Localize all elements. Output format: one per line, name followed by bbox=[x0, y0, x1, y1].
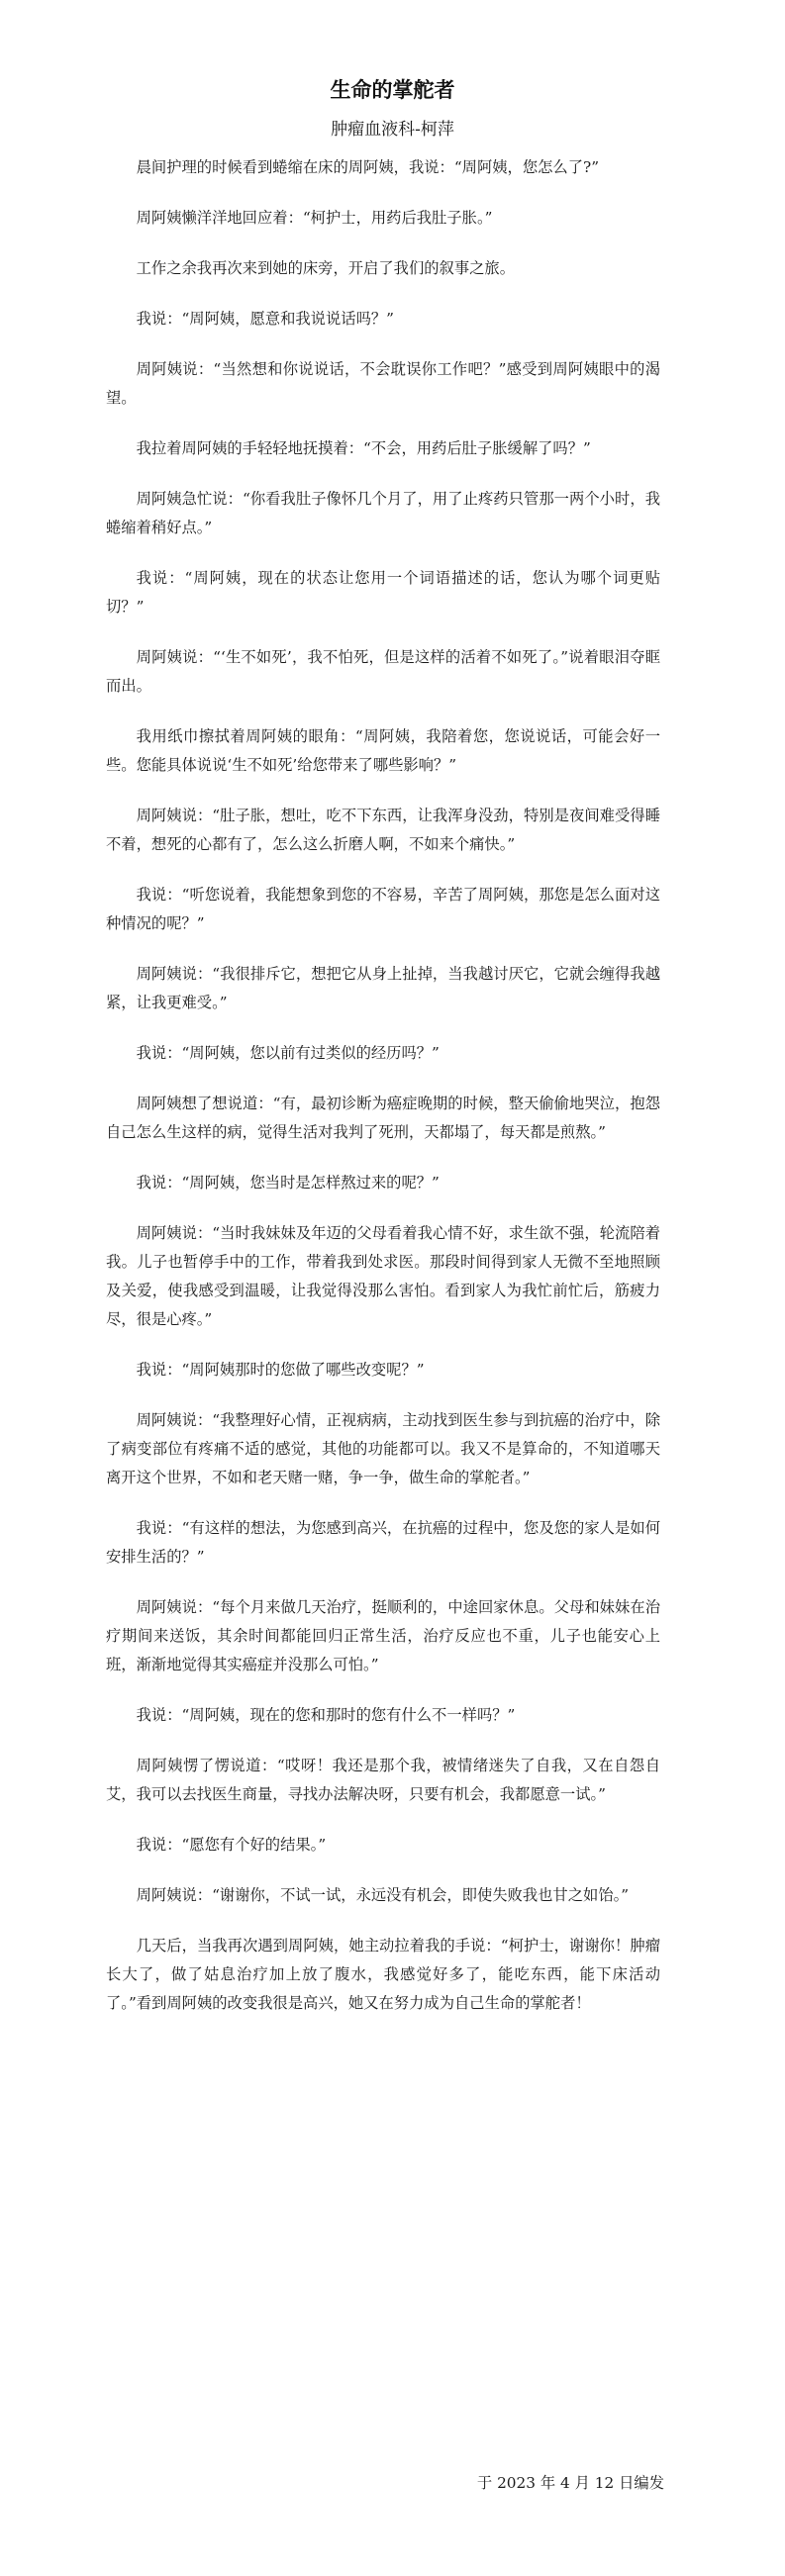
paragraph: 晨间护理的时候看到蜷缩在床的周阿姨，我说：“周阿姨，您怎么了?” bbox=[136, 158, 600, 176]
paragraph: 工作之余我再次来到她的床旁，开启了我们的叙事之旅。 bbox=[136, 259, 516, 277]
paragraph: 周阿姨懒洋洋地回应着：“柯护士，用药后我肚子胀。” bbox=[136, 209, 493, 227]
publish-date: 于 2023 年 4 月 12 日编发 bbox=[476, 2474, 664, 2492]
paragraph: 我说：“周阿姨那时的您做了哪些改变呢？” bbox=[136, 1361, 425, 1379]
paragraph: 周阿姨说：“当时我妹妹及年迈的父母看着我心情不好，求生欲不强，轮流陪着我。儿子也暂停手中的工作，带着我到处求医。那段时间得到家人无微不至地照顾及关爱，使我感受到温暖，让我觉得没那么害怕。看到家人为我忙前忙后，筋疲力尽，很是心疼。” bbox=[106, 1224, 660, 1328]
paragraph: 周阿姨说：“‘生不如死’，我不怕死，但是这样的活着不如死了。”说着眼泪夺眶而出。 bbox=[106, 648, 660, 695]
paragraph: 周阿姨说：“当然想和你说说话，不会耽误你工作吧？”感受到周阿姨眼中的渴望。 bbox=[106, 360, 660, 407]
paragraph: 我说：“周阿姨，您以前有过类似的经历吗？” bbox=[136, 1044, 440, 1062]
paragraph: 我说：“有这样的想法，为您感到高兴，在抗癌的过程中，您及您的家人是如何安排生活的？” bbox=[106, 1519, 660, 1566]
paragraph: 我拉着周阿姨的手轻轻地抚摸着：“不会，用药后肚子胀缓解了吗？” bbox=[136, 439, 591, 457]
paragraph: 我说：“周阿姨，现在的状态让您用一个词语描述的话，您认为哪个词更贴切？” bbox=[106, 569, 660, 616]
paragraph: 我说：“周阿姨，现在的您和那时的您有什么不一样吗？” bbox=[136, 1706, 516, 1724]
paragraph: 几天后，当我再次遇到周阿姨，她主动拉着我的手说：“柯护士，谢谢你！肿瘤长大了，做了姑息治疗加上放了腹水，我感觉好多了，能吃东西，能下床活动了。”看到周阿姨的改变我很是高兴，她又在努力成为自己生命的掌舵者！ bbox=[106, 1937, 660, 2012]
paragraph: 周阿姨说：“谢谢你，不试一试，永远没有机会，即使失败我也甘之如饴。” bbox=[136, 1886, 630, 1904]
paragraph: 周阿姨说：“我很排斥它，想把它从身上扯掉，当我越讨厌它，它就会缠得我越紧，让我更难受。” bbox=[106, 965, 660, 1011]
paragraph: 我用纸巾擦拭着周阿姨的眼角：“周阿姨，我陪着您，您说说话，可能会好一些。您能具体说说‘生不如死’给您带来了哪些影响？” bbox=[106, 727, 660, 774]
paragraph: 周阿姨急忙说：“你看我肚子像怀几个月了，用了止疼药只管那一两个小时，我蜷缩着稍好点。” bbox=[106, 490, 660, 536]
author-department: 肿瘤血液科-柯萍 bbox=[331, 120, 454, 140]
paragraph: 周阿姨说：“肚子胀，想吐，吃不下东西，让我浑身没劲，特别是夜间难受得睡不着，想死的心都有了，怎么这么折磨人啊，不如来个痛快。” bbox=[106, 807, 660, 853]
article-body bbox=[106, 153, 660, 2040]
paragraph: 周阿姨说：“每个月来做几天治疗，挺顺利的，中途回家休息。父母和妹妹在治疗期间来送饭，其余时间都能回归正常生活，治疗反应也不重，儿子也能安心上班，渐渐地觉得其实癌症并没那么可怕。” bbox=[106, 1598, 660, 1673]
document-title: 生命的掌舵者 bbox=[330, 78, 455, 102]
paragraph: 我说：“听您说着，我能想象到您的不容易，辛苦了周阿姨，那您是怎么面对这种情况的呢？” bbox=[106, 886, 660, 932]
paragraph: 周阿姨想了想说道：“有，最初诊断为癌症晚期的时候，整天偷偷地哭泣，抱怨自己怎么生这样的病，觉得生活对我判了死刑，天都塌了，每天都是煎熬。” bbox=[106, 1095, 660, 1141]
paragraph: 周阿姨愣了愣说道：“哎呀！我还是那个我，被情绪迷失了自我，又在自怨自艾，我可以去找医生商量，寻找办法解决呀，只要有机会，我都愿意一试。” bbox=[106, 1757, 660, 1803]
paragraph: 我说：“周阿姨，您当时是怎样熬过来的呢？” bbox=[136, 1174, 440, 1192]
paragraph: 我说：“愿您有个好的结果。” bbox=[136, 1836, 327, 1854]
paragraph: 我说：“周阿姨，愿意和我说说话吗？” bbox=[136, 310, 394, 328]
paragraph: 周阿姨说：“我整理好心情，正视病病，主动找到医生参与到抗癌的治疗中，除了病变部位有疼痛不适的感觉，其他的功能都可以。我又不是算命的，不知道哪天离开这个世界，不如和老天赌一赌，争一争，做生命的掌舵者。” bbox=[106, 1411, 660, 1486]
